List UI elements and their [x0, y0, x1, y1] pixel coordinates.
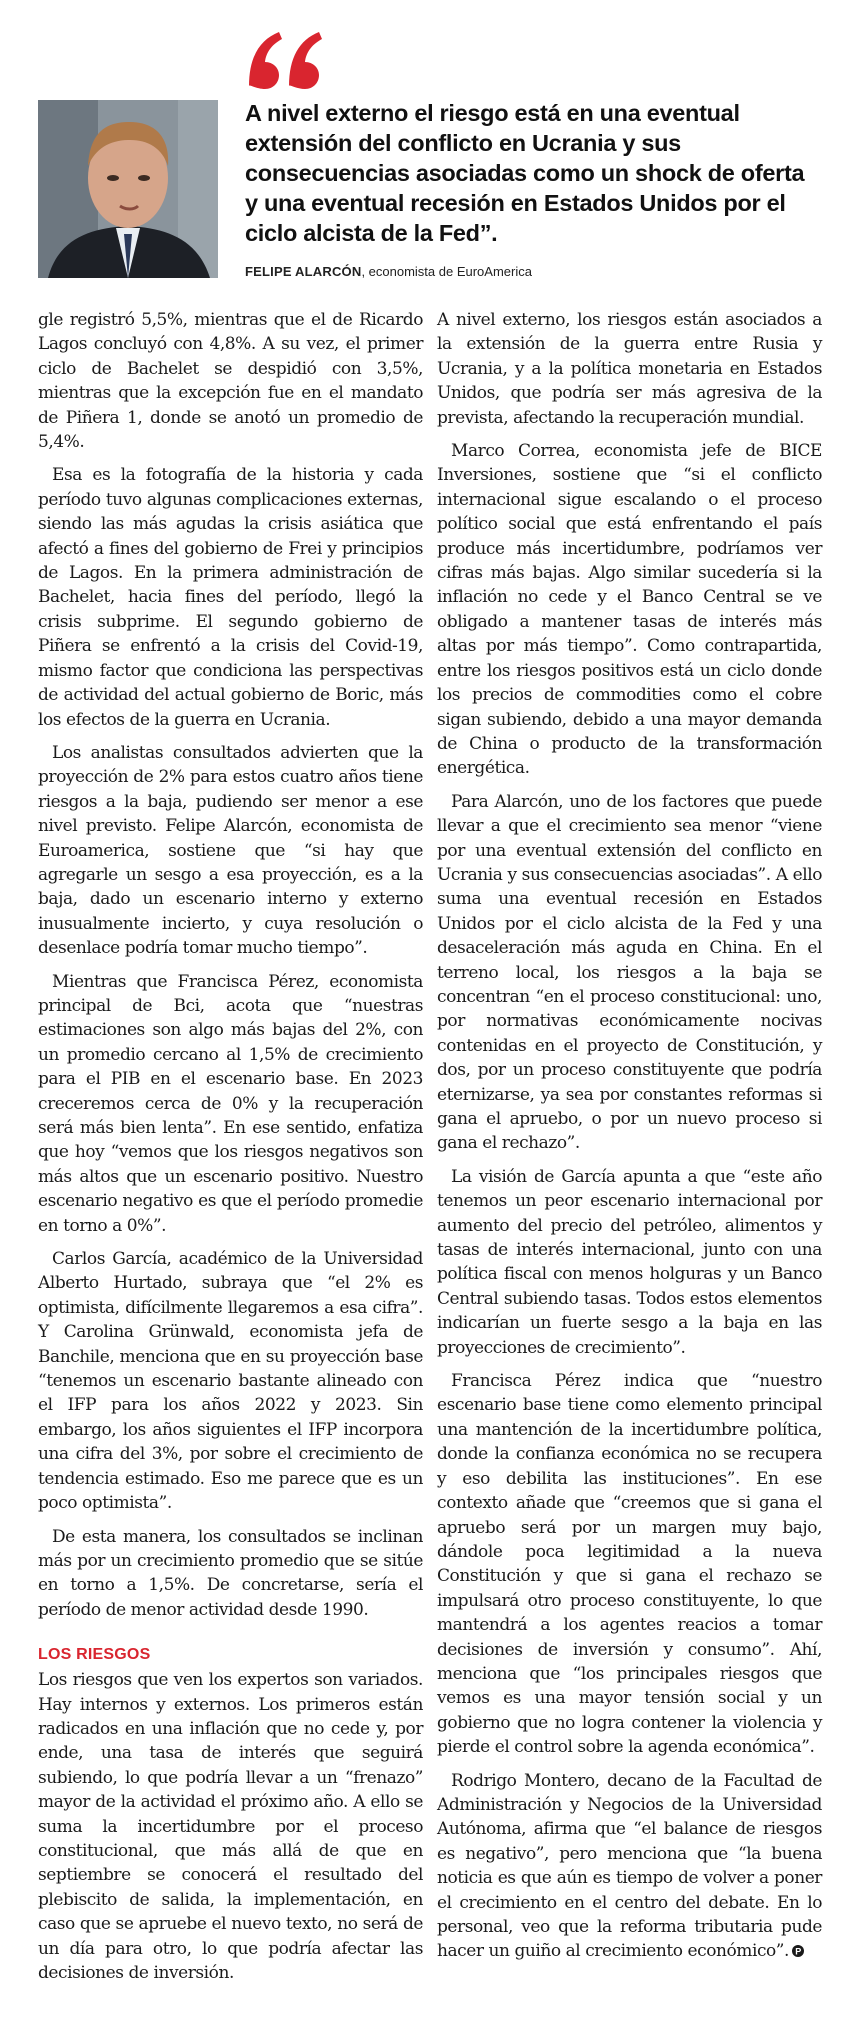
- paragraph: Carlos García, académico de la Universidad Alberto Hurtado, subraya que “el 2% es optimista, difícilmente llegaremos a esa cifra”. Y Carolina Grünwald, economista jefa de Banchile, menciona que en su proyección base “tenemos un escenario bastante alineado con el IFP para los años 2022 y 2023. Sin embargo, los años siguientes el IFP incorpora una cifra del 3%, por sobre el crecimiento de tendencia estimado. Eso me parece que es un poco optimista”.: [38, 1249, 423, 1514]
- paragraph: Mientras que Francisca Pérez, economista principal de Bci, acota que “nuestras estimaciones son algo más bajas del 2%, con un promedio cercano al 1,5% de crecimiento para el PIB en el escenario base. En 2023 creceremos cerca de 0% y la recuperación será más bien lenta”. En ese sentido, enfatiza que hoy “vemos que los riesgos negativos son más altos que un escenario positivo. Nuestro escenario negativo es que el período promedie en torno a 0%”.: [38, 971, 423, 1236]
- paragraph: Los analistas consultados advierten que la proyección de 2% para estos cuatro años tiene riesgos a la baja, pudiendo ser menor a ese nivel previsto. Felipe Alarcón, economista de Euroamerica, sostiene que “si hay que agregarle un sesgo a esa proyección, es a la baja, dado un escenario interno y externo inusualmente incierto, y cuya resolución o desenlace podría tomar mucho tiempo”.: [38, 742, 423, 959]
- author-name: FELIPE ALARCÓN: [245, 264, 362, 279]
- svg-text:P: P: [795, 1946, 801, 1957]
- author-photo: [38, 100, 218, 278]
- quote-text: A nivel externo el riesgo está en una eventual extensión del conflicto en Ucrania y sus consecuencias asociadas como un shock de oferta y una eventual recesión en Estados Unidos por el ciclo alcista de la Fed”.: [245, 100, 805, 246]
- paragraph: Esa es la fotografía de la historia y cada período tuvo algunas complicaciones externas, siendo las más agudas la crisis asiática que afectó a fines del gobierno de Frei y principios de Lagos. En la primera administración de Bachelet, hacia fines del período, llegó la crisis subprime. El segundo gobierno de Piñera se enfrentó a la crisis del Covid-19, mismo factor que condiciona las perspectivas de actividad del actual gobierno de Boric, más los efectos de la guerra en Ucrania.: [38, 465, 423, 730]
- author-role: , economista de EuroAmerica: [361, 264, 532, 279]
- paragraph: Francisca Pérez indica que “nuestro escenario base tiene como elemento principal una mantención de la incertidumbre política, donde la confianza económica no se recupera y eso debilita las instituciones”. En ese contexto añade que “creemos que si gana el apruebo será por un margen muy bajo, dándole poca legitimidad a la nueva Constitución y que si gana el rechazo se impulsará otro proceso constituyente, lo que mantendrá a los agentes reacios a tomar decisiones de inversión y consumo”. Ahí, menciona que “los principales riesgos que vemos es una mayor tensión social y un gobierno que no logra contener la violencia y pierde el control sobre la agenda económica”.: [437, 1371, 822, 1758]
- end-of-article-icon: [792, 1945, 804, 1957]
- paragraph: A nivel externo, los riesgos están asociados a la extensión de la guerra entre Rusia y Ucrania, y a la política monetaria en Estados Unidos, que podría ser más agresiva de la prevista, afectando la recuperación mundial.: [437, 310, 822, 428]
- section-heading: LOS RIESGOS: [38, 1646, 151, 1664]
- quotation-mark-icon: [245, 28, 325, 90]
- paragraph: Para Alarcón, uno de los factores que puede llevar a que el crecimiento sea menor “viene por una eventual extensión del conflicto en Ucrania y sus consecuencias asociadas”. A ello suma una eventual recesión en Estados Unidos por el ciclo alcista de la Fed y una desaceleración más aguda en China. En el terreno local, los riesgos a la baja se concentran “en el proceso constitucional: uno, por normativas económicamente nocivas contenidas en el proyecto de Constitución, y dos, por un proceso constituyente que podría eternizarse, ya sea por constantes reformas si gana el apruebo, o por un nuevo proceso si gana el rechazo”.: [437, 791, 822, 1154]
- article-column-left: [38, 308, 423, 1994]
- paragraph-text: Rodrigo Montero, decano de la Facultad de Administración y Negocios de la Universidad Autónoma, afirma que “el balance de riesgos es negativo”, pero menciona que “la buena noticia es que aún es tiempo de volver a poner el crecimiento en el centro del debate. En lo personal, veo que la reforma tributaria pude hacer un guiño al crecimiento económico”.: [437, 1770, 822, 1962]
- article-column-right: [437, 308, 822, 1973]
- paragraph: De esta manera, los consultados se inclinan más por un crecimiento promedio que se sitúe en torno a 1,5%. De concretarse, sería el período de menor actividad desde 1990.: [38, 1526, 423, 1620]
- paragraph: La visión de García apunta a que “este año tenemos un peor escenario internacional por aumento del precio del petróleo, alimentos y tasas de interés internacional, junto con una política fiscal con menos holguras y un Banco Central subiendo tasas. Todos estos elementos indicarían un fuerte sesgo a la baja en las proyecciones de crecimiento”.: [437, 1166, 822, 1358]
- paragraph-last: [437, 1769, 822, 1964]
- paragraph: Los riesgos que ven los expertos son variados. Hay internos y externos. Los primeros están radicados en una inflación que no cede y, por ende, una tasa de interés que seguirá subiendo, lo que podría llevar a un “frenazo” mayor de la actividad el próximo año. A ello se suma la incertidumbre por el proceso constitucional, que más allá de que en septiembre se conocerá el resultado del plebiscito de salida, la implementación, en caso que se apruebe el nuevo texto, no será de un día para otro, lo que podría afectar las decisiones de inversión.: [38, 1670, 423, 1983]
- quote-attribution: [245, 264, 532, 279]
- paragraph: Marco Correa, economista jefe de BICE Inversiones, sostiene que “si el conflicto internacional sigue escalando o el proceso político social que está enfrentando el país produce más incertidumbre, podríamos ver cifras más bajas. Algo similar sucedería si la inflación no cede y el Banco Central se ve obligado a mantener tasas de interés más altas por más tiempo”. Como contrapartida, entre los riesgos positivos está un ciclo donde los precios de commodities como el cobre sigan subiendo, debido a una mayor demanda de China o producto de la transformación energética.: [437, 441, 822, 779]
- portrait-image: [38, 100, 218, 278]
- paragraph: gle registró 5,5%, mientras que el de Ricardo Lagos concluyó con 4,8%. A su vez, el primer ciclo de Bachelet se despidió con 3,5%, mientras que la excepción fue en el mandato de Piñera 1, donde se anotó un promedio de 5,4%.: [38, 310, 423, 453]
- pull-quote: [0, 0, 852, 300]
